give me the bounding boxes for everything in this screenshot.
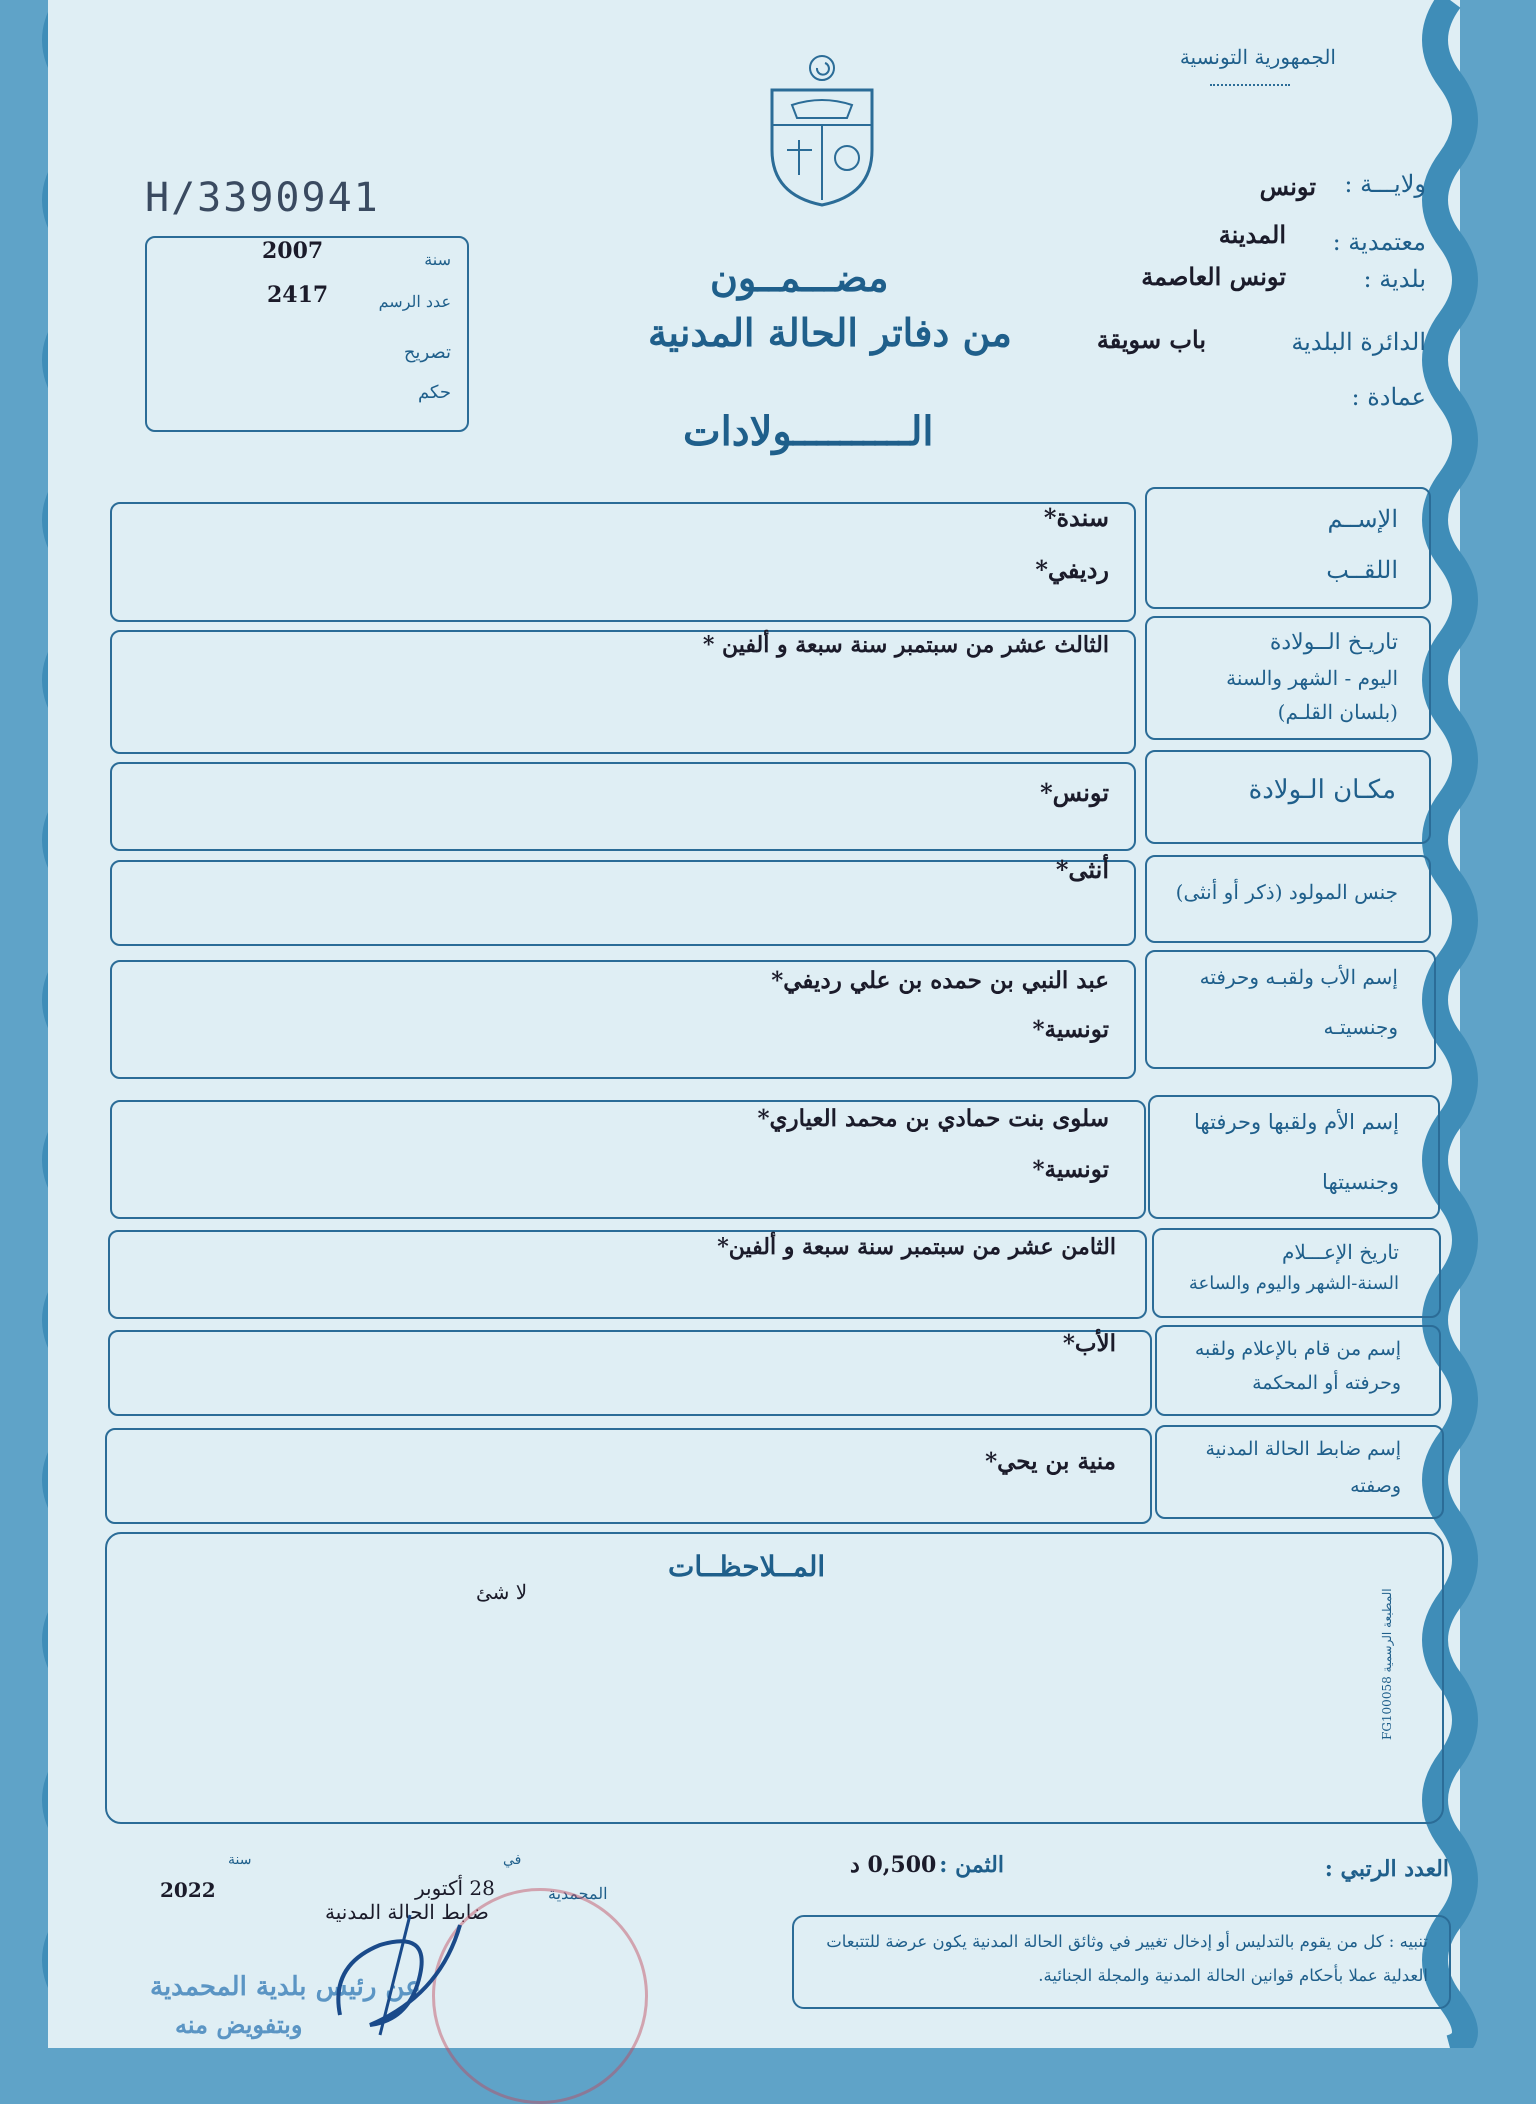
field-label-mother-nationality: وجنسيتها <box>1322 1170 1399 1194</box>
signature-scribble-icon <box>320 1905 480 2045</box>
field-value-first-name: سندة* <box>1043 503 1109 532</box>
price-value: 0,500 د <box>850 1852 937 1878</box>
officer-signature-label: ضابط الحالة المدنية <box>325 1900 489 1924</box>
field-label-birth-date-format: اليوم - الشهر والسنة <box>1226 666 1398 690</box>
delegation-stamp-line-2: وبتفويض منه <box>175 2010 303 2039</box>
sex-value-box <box>110 860 1136 946</box>
field-value-father-nationality: تونسية* <box>1032 1016 1109 1043</box>
field-label-declaration-date-format: السنة-الشهر واليوم والساعة <box>1188 1273 1399 1294</box>
republic-heading: الجمهورية التونسية <box>1179 45 1336 69</box>
issue-date-value: 28 أكتوبر <box>415 1876 495 1900</box>
registry-year-label: سنة <box>424 250 451 269</box>
daira-value: باب سويقة <box>1096 325 1206 354</box>
remarks-value: لا شئ <box>476 1580 528 1604</box>
field-label-birth-place: مكـان الـولادة <box>1248 775 1396 805</box>
registry-number-label: عدد الرسم <box>378 292 451 311</box>
wilaya-value: تونس <box>1259 172 1316 201</box>
field-value-sex: أنثى* <box>1055 855 1109 884</box>
field-value-birth-date: الثالث عشر من سبتمبر سنة سبعة و ألفين * <box>702 632 1109 658</box>
field-label-father: إسم الأب ولقبـه وحرفته <box>1199 965 1398 989</box>
delegation-stamp-line-1: عن رئيس بلدية المحمدية <box>150 1972 421 2002</box>
in-label: في <box>503 1852 522 1868</box>
field-value-declarant: الأب* <box>1062 1330 1116 1357</box>
field-label-mother: إسم الأم ولقبها وحرفتها <box>1194 1110 1399 1134</box>
field-label-birth-date-words: (بلسان القلـم) <box>1277 700 1398 724</box>
republic-underline <box>1210 84 1290 86</box>
year-value: 2022 <box>160 1878 216 1902</box>
field-label-officer: إسم ضابط الحالة المدنية <box>1205 1438 1401 1460</box>
field-value-mother-nationality: تونسية* <box>1032 1156 1109 1183</box>
field-value-father: عبد النبي بن حمده بن علي رديفي* <box>771 967 1109 994</box>
registry-judgment-label: حكم <box>417 382 451 403</box>
registry-declaration-label: تصريح <box>403 342 451 363</box>
printer-mark: المطبعة الرسمية FG100058 <box>1380 1588 1394 1740</box>
births-section-title: الــــــــــولادات <box>683 408 934 455</box>
field-label-declarant: إسم من قام بالإعلام ولقبه <box>1194 1338 1401 1360</box>
declarant-value-box <box>108 1330 1152 1416</box>
baladia-value: تونس العاصمة <box>1141 262 1286 291</box>
field-value-declaration-date: الثامن عشر من سبتمبر سنة سبعة و ألفين* <box>717 1234 1116 1260</box>
officer-value-box <box>105 1428 1152 1524</box>
daira-label: الدائرة البلدية <box>1291 328 1426 356</box>
field-value-mother: سلوى بنت حمادي بن محمد العياري* <box>757 1105 1109 1132</box>
omada-label: عمادة : <box>1351 383 1426 411</box>
place-label: المحمدية <box>548 1884 608 1903</box>
field-label-sex: جنس المولود (ذكر أو أنثى) <box>1175 880 1398 904</box>
field-label-father-nationality: وجنسيتـه <box>1323 1015 1398 1039</box>
registry-number-value: 2417 <box>267 282 329 308</box>
price-label: الثمن : <box>939 1852 1004 1878</box>
field-value-surname: رديفي* <box>1035 555 1109 584</box>
moatamadia-label: معتمدية : <box>1332 228 1426 256</box>
document-subtitle: من دفاتر الحالة المدنية <box>648 310 1012 355</box>
field-label-declarant-profession: وحرفته أو المحكمة <box>1252 1372 1401 1394</box>
wilaya-label: ولايـــة : <box>1344 170 1426 198</box>
baladia-label: بلدية : <box>1363 265 1426 293</box>
birth-place-value-box <box>110 762 1136 851</box>
moatamadia-value: المدينة <box>1218 220 1286 249</box>
field-label-surname: اللقــب <box>1326 556 1398 584</box>
registry-year-value: 2007 <box>262 238 324 264</box>
field-value-officer: منية بن يحي* <box>985 1448 1116 1475</box>
field-label-birth-date: تاريـخ الــولادة <box>1269 630 1398 655</box>
serial-no-label: العدد الرتبي : <box>1324 1856 1449 1882</box>
field-label-first-name: الإســم <box>1327 505 1398 533</box>
serial-number: H/3390941 <box>145 175 380 221</box>
remarks-title: المــلاحظــات <box>668 1550 826 1583</box>
document-title: مضـــمــون <box>710 255 889 300</box>
name-value-box <box>110 502 1136 622</box>
field-label-declaration-date: تاريخ الإعـــلام <box>1282 1240 1399 1264</box>
field-label-officer-title: وصفته <box>1350 1475 1401 1497</box>
year-label: سنة <box>228 1852 252 1868</box>
tunisia-coat-of-arms-icon <box>762 50 882 210</box>
field-value-birth-place: تونس* <box>1040 778 1109 807</box>
notice-text: تنبيه : كل من يقوم بالتدليس أو إدخال تغيير في وثائق الحالة المدنية يكون عرضة للتتبعات العدلية عملا بأحكام قوانين الحالة المدنية والمجلة الجنائية. <box>826 1932 1428 1985</box>
